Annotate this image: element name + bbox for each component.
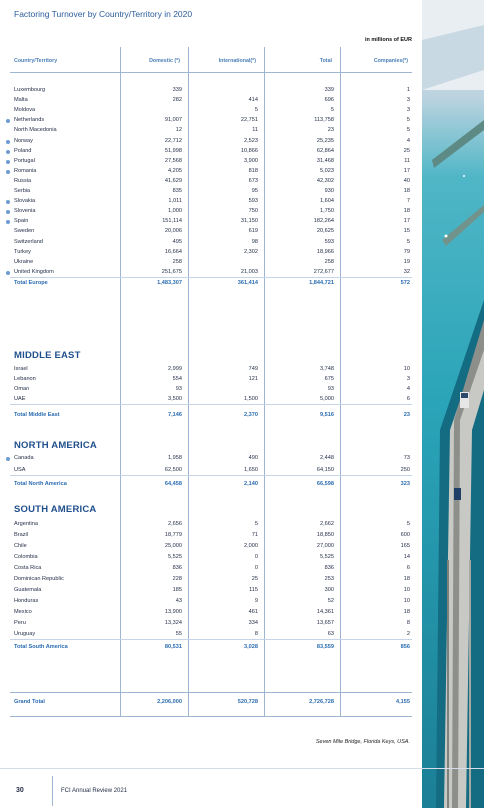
cell-i: 11 bbox=[252, 127, 258, 134]
cell-t: 13,657 bbox=[316, 620, 334, 626]
cell-c: 11 bbox=[404, 157, 410, 164]
member-dot-icon bbox=[6, 457, 10, 461]
cell-n: Slovakia bbox=[14, 198, 36, 205]
cell-d: 43 bbox=[175, 598, 182, 604]
publication-title: FCI Annual Review 2021 bbox=[61, 788, 128, 794]
cell-n: Honduras bbox=[14, 598, 39, 604]
member-dot-icon bbox=[6, 140, 10, 144]
member-dot-icon bbox=[6, 119, 10, 123]
cell-t: 5,023 bbox=[320, 167, 334, 174]
cell-c: 1 bbox=[406, 87, 410, 93]
cell-d: 25,000 bbox=[164, 543, 182, 549]
cell-t: 20,625 bbox=[316, 228, 334, 235]
cell-c: 323 bbox=[400, 481, 410, 488]
cell-d: 1,000 bbox=[168, 208, 182, 215]
cell-c: 10 bbox=[403, 366, 410, 372]
cell-i: 2,000 bbox=[244, 543, 258, 549]
table-row bbox=[10, 106, 412, 116]
cell-i: 31,150 bbox=[240, 218, 258, 225]
cell-d: 18,779 bbox=[164, 532, 182, 538]
cell-d: 251,675 bbox=[161, 268, 182, 275]
table-row bbox=[10, 608, 412, 618]
cell-c: 8 bbox=[406, 620, 410, 626]
cell-d: 91,007 bbox=[164, 117, 182, 124]
table-row bbox=[10, 96, 412, 106]
cell-n: Total Europe bbox=[14, 279, 48, 286]
cell-d: 80,531 bbox=[164, 644, 182, 650]
cell-d: 339 bbox=[172, 87, 182, 93]
cell-t: 3,748 bbox=[320, 366, 334, 372]
bridge-photo bbox=[422, 0, 484, 808]
cell-n: Oman bbox=[14, 386, 30, 393]
cell-n: Brazil bbox=[14, 532, 28, 538]
cell-n: Serbia bbox=[14, 188, 31, 194]
cell-d: 835 bbox=[172, 188, 182, 194]
cell-c: 15 bbox=[403, 228, 410, 235]
cell-t: 27,000 bbox=[316, 543, 334, 549]
cell-d: 495 bbox=[172, 238, 182, 245]
cell-d: 20,006 bbox=[164, 228, 182, 235]
cell-i: 21,003 bbox=[240, 268, 258, 275]
cell-d: 27,568 bbox=[164, 157, 182, 164]
header-international: International(*) bbox=[218, 58, 256, 64]
cell-c: 856 bbox=[400, 644, 410, 650]
cell-t: 300 bbox=[324, 587, 334, 593]
cell-i: 95 bbox=[251, 188, 258, 194]
cell-i: 1,650 bbox=[244, 467, 258, 474]
table-row bbox=[10, 248, 412, 258]
cell-c: 18 bbox=[403, 188, 410, 194]
cell-t: 1,844,721 bbox=[309, 279, 334, 286]
table-row bbox=[10, 157, 412, 167]
cell-t: 25,235 bbox=[316, 137, 334, 144]
cell-i: 5 bbox=[254, 521, 258, 527]
header-companies: Companies(*) bbox=[373, 58, 408, 64]
cell-n: Dominican Republic bbox=[14, 576, 64, 582]
cell-c: 6 bbox=[406, 396, 410, 403]
cell-n: Sweden bbox=[14, 228, 35, 235]
cell-c: 3 bbox=[406, 376, 410, 383]
cell-t: 182,264 bbox=[313, 218, 334, 225]
cell-c: 10 bbox=[403, 598, 410, 604]
table-row bbox=[10, 217, 412, 227]
cell-i: 619 bbox=[248, 228, 258, 235]
cell-c: 600 bbox=[400, 532, 410, 538]
cell-i: 490 bbox=[248, 455, 258, 461]
cell-c: 10 bbox=[403, 587, 410, 593]
cell-n: Ukraine bbox=[14, 258, 34, 265]
cell-t: 31,468 bbox=[316, 157, 334, 164]
cell-n: Costa Rica bbox=[14, 565, 42, 571]
table-row bbox=[10, 137, 412, 147]
cell-t: 18,850 bbox=[316, 532, 334, 538]
cell-n: Total Middle East bbox=[14, 412, 60, 419]
cell-c: 17 bbox=[403, 218, 410, 225]
table-row bbox=[10, 258, 412, 268]
header-total: Total bbox=[319, 58, 332, 64]
section-title: SOUTH AMERICA bbox=[14, 504, 97, 515]
cell-t: 52 bbox=[327, 598, 334, 604]
cell-d: 2,206,000 bbox=[157, 699, 182, 705]
cell-t: 2,448 bbox=[320, 455, 334, 461]
cell-i: 71 bbox=[251, 532, 258, 538]
cell-n: Mexico bbox=[14, 609, 32, 615]
table-row bbox=[10, 375, 412, 385]
table-row bbox=[10, 116, 412, 126]
cell-t: 42,302 bbox=[316, 177, 334, 184]
cell-d: 282 bbox=[172, 97, 182, 104]
table-row bbox=[10, 619, 412, 629]
cell-n: USA bbox=[14, 467, 26, 474]
cell-c: 32 bbox=[403, 268, 410, 275]
cell-i: 461 bbox=[248, 609, 258, 615]
cell-i: 121 bbox=[248, 376, 258, 383]
cell-n: Turkey bbox=[14, 248, 31, 255]
cell-t: 18,966 bbox=[316, 248, 334, 255]
table-total-row bbox=[10, 643, 412, 653]
cell-i: 361,414 bbox=[237, 279, 258, 286]
footer-rule bbox=[0, 768, 484, 769]
cell-t: 63 bbox=[327, 631, 334, 637]
table-row bbox=[10, 466, 412, 476]
section-title: NORTH AMERICA bbox=[14, 440, 97, 451]
cell-n: Israel bbox=[14, 366, 28, 372]
table-rule bbox=[10, 692, 412, 693]
cell-t: 339 bbox=[324, 87, 334, 93]
cell-t: 9,516 bbox=[320, 412, 334, 419]
cell-c: 5 bbox=[406, 127, 410, 134]
table-row bbox=[10, 630, 412, 640]
header-country: Country/Territory bbox=[14, 58, 58, 64]
table-row bbox=[10, 553, 412, 563]
cell-c: 4 bbox=[406, 137, 410, 144]
cell-d: 55 bbox=[175, 631, 182, 637]
cell-n: Guatemala bbox=[14, 587, 42, 593]
table-row bbox=[10, 86, 412, 96]
table-row bbox=[10, 197, 412, 207]
cell-c: 17 bbox=[403, 167, 410, 174]
cell-t: 5,525 bbox=[320, 554, 334, 560]
cell-i: 414 bbox=[248, 97, 258, 104]
member-dot-icon bbox=[6, 220, 10, 224]
page-title: Factoring Turnover by Country/Territory in 2020 bbox=[14, 9, 193, 19]
cell-i: 0 bbox=[254, 565, 258, 571]
table-row bbox=[10, 564, 412, 574]
cell-c: 18 bbox=[403, 609, 410, 615]
cell-t: 83,559 bbox=[316, 644, 334, 650]
cell-t: 253 bbox=[324, 576, 334, 582]
table-row bbox=[10, 147, 412, 157]
cell-n: North Macedonia bbox=[14, 127, 57, 134]
cell-d: 41,629 bbox=[164, 177, 182, 184]
cell-t: 1,604 bbox=[320, 198, 334, 205]
table-row bbox=[10, 531, 412, 541]
cell-n: Moldova bbox=[14, 107, 36, 114]
cell-n: United Kingdom bbox=[14, 268, 54, 275]
cell-i: 673 bbox=[248, 177, 258, 184]
cell-n: Norway bbox=[14, 137, 33, 144]
cell-i: 2,302 bbox=[244, 248, 258, 255]
cell-n: Poland bbox=[14, 147, 32, 154]
cell-d: 62,500 bbox=[164, 467, 182, 474]
cell-t: 2,726,728 bbox=[309, 699, 334, 705]
cell-n: Argentina bbox=[14, 521, 38, 527]
cell-c: 165 bbox=[400, 543, 410, 549]
cell-c: 4 bbox=[406, 386, 410, 393]
table-row bbox=[10, 395, 412, 405]
cell-n: Grand Total bbox=[14, 699, 45, 705]
cell-i: 750 bbox=[248, 208, 258, 215]
cell-d: 12 bbox=[175, 127, 182, 134]
cell-c: 25 bbox=[403, 147, 410, 154]
member-dot-icon bbox=[6, 160, 10, 164]
cell-c: 18 bbox=[403, 208, 410, 215]
table-row bbox=[10, 385, 412, 395]
cell-t: 64,150 bbox=[316, 467, 334, 474]
cell-n: UAE bbox=[14, 396, 26, 403]
cell-n: Canada bbox=[14, 455, 34, 461]
cell-i: 98 bbox=[251, 238, 258, 245]
cell-i: 22,751 bbox=[240, 117, 258, 124]
cell-i: 2,140 bbox=[244, 481, 258, 488]
member-dot-icon bbox=[6, 210, 10, 214]
cell-d: 93 bbox=[175, 386, 182, 393]
cell-d: 1,011 bbox=[168, 198, 182, 205]
cell-c: 250 bbox=[400, 467, 410, 474]
cell-i: 8 bbox=[254, 631, 258, 637]
table-row bbox=[10, 238, 412, 248]
table-row bbox=[10, 126, 412, 136]
table-row bbox=[10, 268, 412, 278]
cell-t: 5,000 bbox=[320, 396, 334, 403]
cell-c: 6 bbox=[406, 565, 410, 571]
cell-n: Russia bbox=[14, 177, 32, 184]
cell-n: Switzerland bbox=[14, 238, 43, 245]
cell-c: 5 bbox=[406, 521, 410, 527]
cell-t: 93 bbox=[327, 386, 334, 393]
member-dot-icon bbox=[6, 150, 10, 154]
cell-n: Romania bbox=[14, 167, 37, 174]
cell-i: 520,728 bbox=[237, 699, 258, 705]
cell-n: Luxembourg bbox=[14, 87, 46, 93]
cell-n: Portugal bbox=[14, 157, 35, 164]
cell-d: 13,900 bbox=[164, 609, 182, 615]
cell-i: 2,523 bbox=[244, 137, 258, 144]
cell-n: Chile bbox=[14, 543, 27, 549]
cell-n: Uruguay bbox=[14, 631, 36, 637]
cell-d: 2,999 bbox=[168, 366, 182, 372]
table-row bbox=[10, 187, 412, 197]
cell-t: 23 bbox=[327, 127, 334, 134]
cell-i: 3,900 bbox=[244, 157, 258, 164]
table-row bbox=[10, 454, 412, 464]
cell-i: 334 bbox=[248, 620, 258, 626]
cell-c: 7 bbox=[406, 198, 410, 205]
cell-d: 258 bbox=[172, 258, 182, 265]
cell-d: 16,664 bbox=[164, 248, 182, 255]
cell-t: 836 bbox=[324, 565, 334, 571]
cell-t: 2,662 bbox=[320, 521, 334, 527]
cell-n: Total North America bbox=[14, 481, 67, 488]
cell-d: 3,500 bbox=[168, 396, 182, 403]
cell-i: 25 bbox=[251, 576, 258, 582]
table-row bbox=[10, 167, 412, 177]
cell-c: 14 bbox=[403, 554, 410, 560]
member-dot-icon bbox=[6, 271, 10, 275]
cell-t: 1,750 bbox=[320, 208, 334, 215]
member-dot-icon bbox=[6, 200, 10, 204]
table-row bbox=[10, 520, 412, 530]
cell-c: 73 bbox=[403, 455, 410, 461]
table-row bbox=[10, 207, 412, 217]
table-row bbox=[10, 597, 412, 607]
cell-c: 5 bbox=[406, 238, 410, 245]
cell-t: 5 bbox=[330, 107, 334, 114]
table-total-row bbox=[10, 411, 412, 421]
cell-d: 185 bbox=[172, 587, 182, 593]
cell-t: 62,864 bbox=[316, 147, 334, 154]
cell-i: 9 bbox=[254, 598, 258, 604]
table-total-row bbox=[10, 279, 412, 289]
cell-c: 3 bbox=[406, 97, 410, 104]
cell-d: 4,205 bbox=[168, 167, 182, 174]
cell-d: 2,656 bbox=[168, 521, 182, 527]
footer-divider bbox=[52, 776, 53, 806]
cell-i: 2,370 bbox=[244, 412, 258, 419]
cell-i: 1,500 bbox=[244, 396, 258, 403]
cell-i: 5 bbox=[254, 107, 258, 114]
cell-d: 1,958 bbox=[168, 455, 182, 461]
page-number: 30 bbox=[16, 787, 24, 794]
cell-i: 10,866 bbox=[240, 147, 258, 154]
cell-d: 1,483,307 bbox=[157, 279, 182, 286]
cell-t: 14,361 bbox=[316, 609, 334, 615]
cell-n: Colombia bbox=[14, 554, 38, 560]
cell-c: 4,155 bbox=[396, 699, 410, 705]
cell-t: 696 bbox=[324, 97, 334, 104]
cell-n: Peru bbox=[14, 620, 26, 626]
cell-n: Lebanon bbox=[14, 376, 36, 383]
table-row bbox=[10, 542, 412, 552]
cell-n: Slovenia bbox=[14, 208, 36, 215]
cell-t: 66,598 bbox=[316, 481, 334, 488]
table-rule bbox=[10, 716, 412, 717]
cell-t: 930 bbox=[324, 188, 334, 194]
cell-t: 272,677 bbox=[313, 268, 334, 275]
cell-i: 593 bbox=[248, 198, 258, 205]
cell-d: 7,146 bbox=[168, 412, 182, 419]
unit-note: in millions of EUR bbox=[364, 37, 412, 43]
table-total-row bbox=[10, 698, 412, 708]
cell-n: Spain bbox=[14, 218, 29, 225]
header-rule bbox=[10, 72, 412, 73]
cell-d: 13,324 bbox=[164, 620, 182, 626]
cell-n: Malta bbox=[14, 97, 28, 104]
cell-d: 228 bbox=[172, 576, 182, 582]
cell-t: 593 bbox=[324, 238, 334, 245]
table-row bbox=[10, 575, 412, 585]
cell-i: 3,028 bbox=[244, 644, 258, 650]
cell-c: 3 bbox=[406, 107, 410, 114]
cell-d: 151,114 bbox=[162, 218, 182, 225]
cell-d: 51,998 bbox=[164, 147, 182, 154]
header-domestic: Domestic (*) bbox=[149, 58, 180, 64]
cell-d: 5,525 bbox=[168, 554, 182, 560]
cell-d: 22,712 bbox=[164, 137, 182, 144]
cell-c: 19 bbox=[403, 258, 410, 265]
cell-n: Total South America bbox=[14, 644, 68, 650]
cell-c: 79 bbox=[403, 248, 410, 255]
cell-c: 2 bbox=[406, 631, 410, 637]
section-title: MIDDLE EAST bbox=[14, 350, 81, 361]
cell-n: Netherlands bbox=[14, 117, 45, 124]
cell-i: 0 bbox=[254, 554, 258, 560]
cell-t: 675 bbox=[324, 376, 334, 383]
photo-caption: Seven Mile Bridge, Florida Keys, USA. bbox=[315, 739, 410, 745]
cell-c: 23 bbox=[403, 412, 410, 419]
cell-d: 64,458 bbox=[164, 481, 182, 488]
cell-c: 18 bbox=[403, 576, 410, 582]
cell-c: 40 bbox=[403, 177, 410, 184]
cell-t: 258 bbox=[324, 258, 334, 265]
cell-d: 836 bbox=[172, 565, 182, 571]
cell-d: 554 bbox=[172, 376, 182, 383]
cell-i: 749 bbox=[248, 366, 258, 372]
table-total-row bbox=[10, 480, 412, 490]
table-row bbox=[10, 227, 412, 237]
cell-i: 115 bbox=[249, 587, 258, 593]
cell-c: 5 bbox=[406, 117, 410, 124]
cell-i: 818 bbox=[248, 167, 258, 174]
table-row bbox=[10, 586, 412, 596]
table-row bbox=[10, 177, 412, 187]
cell-c: 572 bbox=[400, 279, 410, 286]
member-dot-icon bbox=[6, 170, 10, 174]
table-row bbox=[10, 365, 412, 375]
cell-t: 113,758 bbox=[314, 117, 334, 124]
